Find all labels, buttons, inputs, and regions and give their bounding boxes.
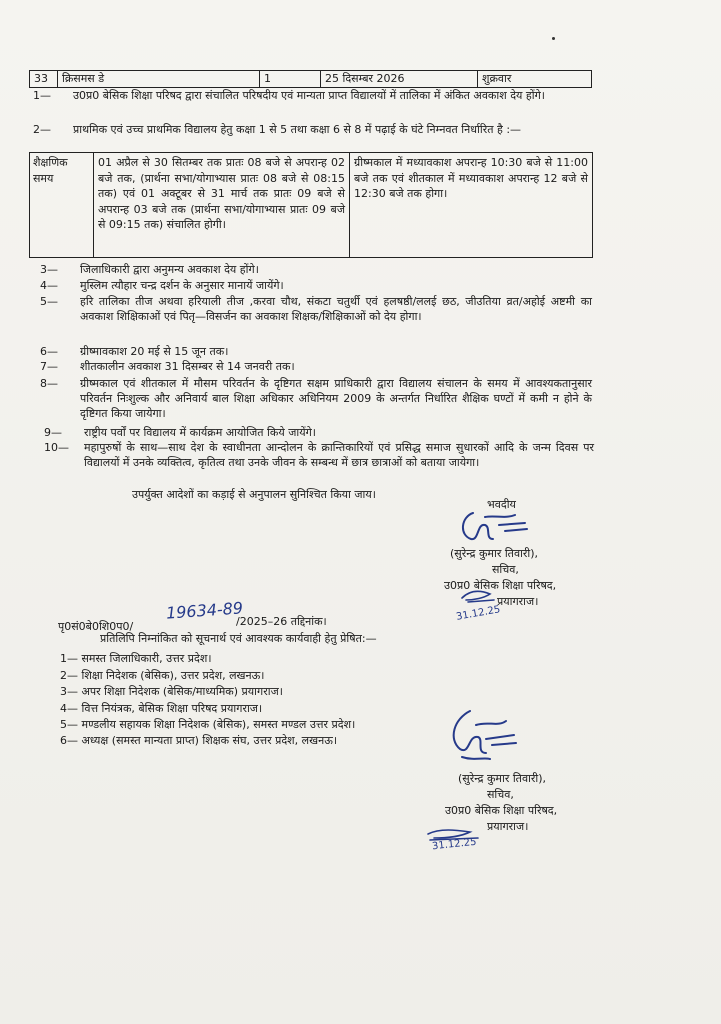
copy-list-item: 2— शिक्षा निदेशक (बेसिक), उत्तर प्रदेश, लखनऊ। — [60, 669, 265, 682]
initials-scribble-1 — [460, 588, 500, 604]
instruction-item-10 — [44, 440, 594, 470]
timing-hours-cell: 01 अप्रैल से 30 सितम्बर तक प्रातः 08 बजे से अपरान्ह 02 बजे तक, (प्रार्थना सभा/योगाभ्यास प्रातः 08 बजे से 08:15 तक) एवं 01 अक्टूबर से 31 मार्च तक प्रातः 09 बजे से अपरान्ह 03 बजे तक (प्रार्थना सभा/योगाभ्यास प्रातः 09 बजे से 09:15 तक) संचालित होगी। — [94, 153, 350, 257]
row-weekday: शुक्रवार — [482, 72, 512, 85]
instruction-item-7 — [40, 359, 592, 374]
reference-number-handwritten: 19634-89 — [165, 598, 244, 623]
school-timing-table — [29, 152, 593, 258]
signatory-office-2: उ0प्र0 बेसिक शिक्षा परिषद, — [445, 804, 558, 817]
instruction-item-2 — [33, 122, 593, 137]
item-number: 3— — [40, 263, 58, 276]
item-text: उ0प्र0 बेसिक शिक्षा परिषद द्वारा संचालित परिषदीय एवं मान्यता प्राप्त विद्यालयों में तालिका में अंकित अवकाश देय होंगे। — [73, 89, 545, 102]
handwritten-date-1: 31.12.25 — [455, 604, 502, 623]
signatory-name-2: (सुरेन्द्र कुमार तिवारी), — [458, 772, 547, 785]
item-number: 5— — [40, 295, 58, 308]
instruction-item-8 — [40, 376, 592, 421]
copy-list-item: 4— वित्त नियंत्रक, बेसिक शिक्षा परिषद प्रयागराज। — [60, 702, 263, 715]
item-text: राष्ट्रीय पर्वों पर विद्यालय में कार्यक्रम आयोजित किये जायेंगे। — [84, 426, 316, 439]
row-days: 1 — [260, 71, 321, 87]
salutation: भवदीय — [487, 498, 516, 511]
item-text: जिलाधिकारी द्वारा अनुमन्य अवकाश देय होंगे। — [80, 263, 259, 276]
instruction-item-6 — [40, 344, 592, 359]
holiday-row-33 — [29, 70, 592, 88]
item-number: 2— — [33, 123, 51, 136]
instruction-item-1 — [33, 88, 593, 103]
copy-list-item: 3— अपर शिक्षा निदेशक (बेसिक/माध्यमिक) प्रयागराज। — [60, 685, 283, 698]
row-date: 25 दिसम्बर 2026 — [321, 71, 478, 87]
signatory-city-2: प्रयागराज। — [487, 820, 529, 833]
item-text: महापुरुषों के साथ—साथ देश के स्वाधीनता आन्दोलन के क्रान्तिकारियों एवं प्रसिद्ध समाज सुधारकों आदि के जन्म दिवस पर विद्यालयों में उनके व्यक्तित्व, कृतित्व तथा उनके जीवन के सम्बन्ध में छात्र छात्राओं को बताया जायेगा। — [84, 441, 594, 469]
signatory-name: (सुरेन्द्र कुमार तिवारी), — [450, 547, 539, 560]
instruction-item-5 — [40, 294, 592, 324]
item-text: हरि तालिका तीज अथवा हरियाली तीज ,करवा चौथ, संकटा चतुर्थी एवं हलषष्ठी/ललई छठ, जीउतिया व्रत/अहोई अष्टमी का अवकाश शिक्षिकाओं एवं पितृ—विसर्जन का अवकाश शिक्षक/शिक्षिकाओं को देय होगा। — [80, 295, 592, 323]
row-serial: 33 — [30, 71, 58, 87]
item-number: 6— — [40, 345, 58, 358]
reference-suffix: /2025–26 तद्दिनांक। — [236, 615, 327, 628]
reference-prefix: पृ0सं0बे0शि0प0/ — [58, 620, 134, 633]
item-text: प्राथमिक एवं उच्च प्राथमिक विद्यालय हेतु कक्षा 1 से 5 तथा कक्षा 6 से 8 में पढ़ाई के घंटे निम्नवत निर्धारित है :— — [73, 123, 522, 136]
copy-intro: प्रतिलिपि निम्नांकित को सूचनार्थ एवं आवश्यक कार्यवाही हेतु प्रेषित:— — [100, 632, 377, 645]
closing-instruction: उपर्युक्त आदेशों का कड़ाई से अनुपालन सुनिश्चित किया जाय। — [132, 488, 376, 501]
item-number: 8— — [40, 377, 58, 390]
item-text: ग्रीष्मकाल एवं शीतकाल में मौसम परिवर्तन के दृष्टिगत सक्षम प्राधिकारी द्वारा विद्यालय संचालन के समय में आवश्यकतानुसार परिवर्तन निःशुल्क और अनिवार्य बाल शिक्षा अधिकार अधिनियम 2009 के अन्तर्गत निर्धारित शैक्षिक घण्टों में कमी न होने के दृष्टिगत किया जायेगा। — [80, 377, 592, 420]
signature-1 — [455, 505, 545, 545]
handwritten-date-2: 31.12.25 — [431, 836, 477, 853]
signatory-city: प्रयागराज। — [497, 595, 539, 608]
item-number: 10— — [44, 441, 69, 454]
timing-break-cell: ग्रीष्मकाल में मध्यावकाश अपरान्ह 10:30 बजे से 11:00 बजे तक एवं शीतकाल में मध्यावकाश अपरान्ह 12 बजे से 12:30 बजे तक होगा। — [354, 156, 588, 201]
timing-label-cell: शैक्षणिक समय — [30, 153, 94, 257]
copy-list-item: 6— अध्यक्ष (समस्त मान्यता प्राप्त) शिक्षक संघ, उत्तर प्रदेश, लखनऊ। — [60, 734, 338, 747]
item-number: 9— — [44, 426, 62, 439]
copy-list-item: 5— मण्डलीय सहायक शिक्षा निदेशक (बेसिक), समस्त मण्डल उत्तर प्रदेश। — [60, 718, 356, 731]
signatory-designation-2: सचिव, — [487, 788, 514, 801]
signature-2 — [440, 705, 530, 765]
row-holiday-name: क्रिसमस डे — [58, 71, 260, 87]
item-number: 7— — [40, 360, 58, 373]
signatory-office: उ0प्र0 बेसिक शिक्षा परिषद, — [444, 579, 557, 592]
instruction-item-9 — [44, 425, 592, 440]
instruction-item-4 — [40, 278, 592, 293]
scan-speck — [552, 37, 555, 40]
copy-list-item: 1— समस्त जिलाधिकारी, उत्तर प्रदेश। — [60, 652, 212, 665]
signatory-designation: सचिव, — [492, 563, 519, 576]
item-number: 4— — [40, 279, 58, 292]
item-text: शीतकालीन अवकाश 31 दिसम्बर से 14 जनवरी तक। — [80, 360, 295, 373]
item-number: 1— — [33, 89, 51, 102]
item-text: मुस्लिम त्यौहार चन्द्र दर्शन के अनुसार मानायें जायेंगे। — [80, 279, 284, 292]
item-text: ग्रीष्मावकाश 20 मई से 15 जून तक। — [80, 345, 229, 358]
instruction-item-3 — [40, 262, 592, 277]
